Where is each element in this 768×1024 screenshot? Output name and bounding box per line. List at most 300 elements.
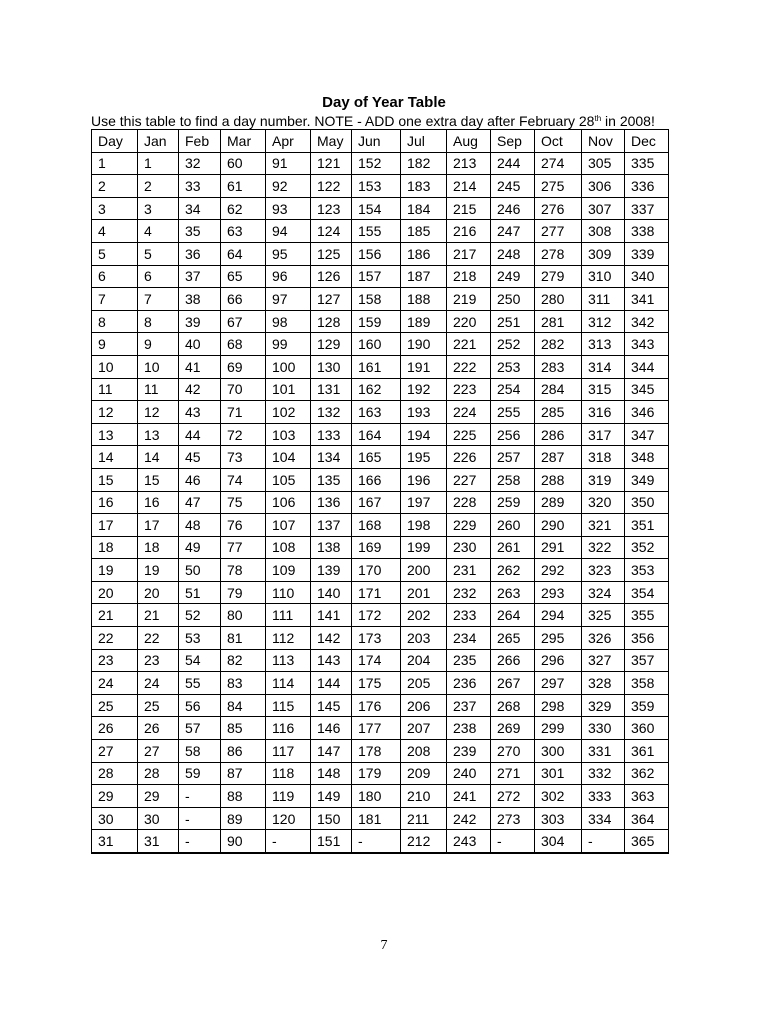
day-cell: 25 xyxy=(92,694,138,717)
day-number-cell: 238 xyxy=(447,717,491,740)
day-number-cell: 273 xyxy=(491,807,535,830)
day-cell: 3 xyxy=(92,197,138,220)
day-cell: 8 xyxy=(92,310,138,333)
day-of-year-table xyxy=(91,129,669,854)
day-cell: 18 xyxy=(92,536,138,559)
day-number-cell: 142 xyxy=(311,627,352,650)
day-number-cell: 282 xyxy=(535,333,582,356)
day-number-cell: 321 xyxy=(582,514,625,537)
day-number-cell: 210 xyxy=(401,785,447,808)
day-number-cell: 272 xyxy=(491,785,535,808)
day-cell: 20 xyxy=(92,581,138,604)
day-number-cell: 43 xyxy=(179,401,221,424)
day-number-cell: 180 xyxy=(352,785,401,808)
day-number-cell: 151 xyxy=(311,830,352,853)
day-number-cell: 364 xyxy=(625,807,669,830)
day-number-cell: 322 xyxy=(582,536,625,559)
day-number-cell: 29 xyxy=(138,785,179,808)
day-number-cell: 327 xyxy=(582,649,625,672)
day-number-cell: 234 xyxy=(447,627,491,650)
day-number-cell: 144 xyxy=(311,672,352,695)
day-number-cell: 116 xyxy=(266,717,311,740)
day-number-cell: 5 xyxy=(138,242,179,265)
day-number-cell: 200 xyxy=(401,559,447,582)
day-number-cell: 334 xyxy=(582,807,625,830)
day-number-cell: - xyxy=(266,830,311,853)
day-number-cell: 1 xyxy=(138,152,179,175)
day-number-cell: 223 xyxy=(447,378,491,401)
day-number-cell: 316 xyxy=(582,401,625,424)
day-number-cell: 278 xyxy=(535,242,582,265)
day-number-cell: 235 xyxy=(447,649,491,672)
day-number-cell: 141 xyxy=(311,604,352,627)
table-row xyxy=(92,333,669,356)
day-number-cell: 325 xyxy=(582,604,625,627)
day-cell: 28 xyxy=(92,762,138,785)
table-row xyxy=(92,536,669,559)
day-cell: 16 xyxy=(92,491,138,514)
day-number-cell: 258 xyxy=(491,468,535,491)
day-number-cell: 172 xyxy=(352,604,401,627)
day-number-cell: 119 xyxy=(266,785,311,808)
day-number-cell: 309 xyxy=(582,242,625,265)
day-number-cell: 268 xyxy=(491,694,535,717)
table-row xyxy=(92,152,669,175)
day-number-cell: 356 xyxy=(625,627,669,650)
day-number-cell: 131 xyxy=(311,378,352,401)
day-number-cell: 48 xyxy=(179,514,221,537)
day-number-cell: 229 xyxy=(447,514,491,537)
table-row xyxy=(92,265,669,288)
day-number-cell: 80 xyxy=(221,604,266,627)
day-number-cell: 154 xyxy=(352,197,401,220)
day-number-cell: 152 xyxy=(352,152,401,175)
day-number-cell: 53 xyxy=(179,627,221,650)
day-number-cell: 246 xyxy=(491,197,535,220)
day-number-cell: 42 xyxy=(179,378,221,401)
day-number-cell: 245 xyxy=(491,175,535,198)
day-number-cell: 38 xyxy=(179,288,221,311)
table-row xyxy=(92,468,669,491)
day-number-cell: 326 xyxy=(582,627,625,650)
day-number-cell: 355 xyxy=(625,604,669,627)
day-number-cell: 240 xyxy=(447,762,491,785)
column-header: Aug xyxy=(447,130,491,153)
day-number-cell: 205 xyxy=(401,672,447,695)
day-number-cell: 51 xyxy=(179,581,221,604)
day-number-cell: 189 xyxy=(401,310,447,333)
day-number-cell: 362 xyxy=(625,762,669,785)
day-number-cell: 185 xyxy=(401,220,447,243)
day-number-cell: 174 xyxy=(352,649,401,672)
table-row xyxy=(92,717,669,740)
day-number-cell: 266 xyxy=(491,649,535,672)
day-number-cell: 130 xyxy=(311,355,352,378)
day-number-cell: 252 xyxy=(491,333,535,356)
day-number-cell: 156 xyxy=(352,242,401,265)
table-row xyxy=(92,242,669,265)
day-number-cell: 68 xyxy=(221,333,266,356)
day-number-cell: 59 xyxy=(179,762,221,785)
day-number-cell: 65 xyxy=(221,265,266,288)
day-number-cell: 23 xyxy=(138,649,179,672)
day-number-cell: 55 xyxy=(179,672,221,695)
day-number-cell: 249 xyxy=(491,265,535,288)
day-number-cell: - xyxy=(582,830,625,853)
day-cell: 26 xyxy=(92,717,138,740)
day-number-cell: 305 xyxy=(582,152,625,175)
day-number-cell: 319 xyxy=(582,468,625,491)
day-number-cell: 255 xyxy=(491,401,535,424)
day-number-cell: 220 xyxy=(447,310,491,333)
day-number-cell: 158 xyxy=(352,288,401,311)
day-number-cell: 126 xyxy=(311,265,352,288)
day-number-cell: 170 xyxy=(352,559,401,582)
column-header: Jan xyxy=(138,130,179,153)
day-number-cell: 46 xyxy=(179,468,221,491)
day-number-cell: 77 xyxy=(221,536,266,559)
day-number-cell: 352 xyxy=(625,536,669,559)
day-number-cell: 121 xyxy=(311,152,352,175)
table-row xyxy=(92,581,669,604)
day-number-cell: 283 xyxy=(535,355,582,378)
day-number-cell: 6 xyxy=(138,265,179,288)
day-number-cell: 198 xyxy=(401,514,447,537)
day-cell: 6 xyxy=(92,265,138,288)
day-number-cell: 332 xyxy=(582,762,625,785)
day-number-cell: 181 xyxy=(352,807,401,830)
column-header: Dec xyxy=(625,130,669,153)
day-number-cell: 242 xyxy=(447,807,491,830)
day-number-cell: 304 xyxy=(535,830,582,853)
day-number-cell: 171 xyxy=(352,581,401,604)
day-number-cell: 219 xyxy=(447,288,491,311)
day-number-cell: 312 xyxy=(582,310,625,333)
day-cell: 12 xyxy=(92,401,138,424)
day-cell: 19 xyxy=(92,559,138,582)
day-number-cell: 14 xyxy=(138,446,179,469)
day-number-cell: 250 xyxy=(491,288,535,311)
day-number-cell: 113 xyxy=(266,649,311,672)
day-number-cell: 147 xyxy=(311,740,352,763)
day-number-cell: 289 xyxy=(535,491,582,514)
day-number-cell: 111 xyxy=(266,604,311,627)
day-number-cell: 176 xyxy=(352,694,401,717)
day-number-cell: 363 xyxy=(625,785,669,808)
day-number-cell: 270 xyxy=(491,740,535,763)
day-number-cell: 274 xyxy=(535,152,582,175)
day-number-cell: 95 xyxy=(266,242,311,265)
day-number-cell: 149 xyxy=(311,785,352,808)
day-number-cell: 82 xyxy=(221,649,266,672)
day-cell: 30 xyxy=(92,807,138,830)
day-number-cell: 211 xyxy=(401,807,447,830)
day-number-cell: 365 xyxy=(625,830,669,853)
day-number-cell: 8 xyxy=(138,310,179,333)
day-number-cell: 47 xyxy=(179,491,221,514)
day-number-cell: 215 xyxy=(447,197,491,220)
day-cell: 22 xyxy=(92,627,138,650)
day-number-cell: 148 xyxy=(311,762,352,785)
day-number-cell: 7 xyxy=(138,288,179,311)
day-number-cell: 296 xyxy=(535,649,582,672)
day-number-cell: 153 xyxy=(352,175,401,198)
day-number-cell: 228 xyxy=(447,491,491,514)
column-header: Feb xyxy=(179,130,221,153)
day-number-cell: 227 xyxy=(447,468,491,491)
day-number-cell: 85 xyxy=(221,717,266,740)
day-number-cell: 161 xyxy=(352,355,401,378)
day-number-cell: - xyxy=(179,807,221,830)
day-number-cell: 91 xyxy=(266,152,311,175)
day-number-cell: 56 xyxy=(179,694,221,717)
day-number-cell: 209 xyxy=(401,762,447,785)
page-number: 7 xyxy=(380,938,388,953)
day-number-cell: 251 xyxy=(491,310,535,333)
day-number-cell: 237 xyxy=(447,694,491,717)
day-number-cell: 217 xyxy=(447,242,491,265)
day-number-cell: 45 xyxy=(179,446,221,469)
day-number-cell: 300 xyxy=(535,740,582,763)
table-row xyxy=(92,785,669,808)
day-number-cell: 339 xyxy=(625,242,669,265)
day-number-cell: 317 xyxy=(582,423,625,446)
column-header: May xyxy=(311,130,352,153)
day-number-cell: 135 xyxy=(311,468,352,491)
day-number-cell: 115 xyxy=(266,694,311,717)
day-number-cell: 63 xyxy=(221,220,266,243)
instruction-note xyxy=(91,112,655,130)
day-number-cell: 196 xyxy=(401,468,447,491)
day-number-cell: 169 xyxy=(352,536,401,559)
day-number-cell: 104 xyxy=(266,446,311,469)
day-number-cell: 320 xyxy=(582,491,625,514)
day-number-cell: 306 xyxy=(582,175,625,198)
day-number-cell: 41 xyxy=(179,355,221,378)
day-number-cell: 26 xyxy=(138,717,179,740)
day-number-cell: 204 xyxy=(401,649,447,672)
day-number-cell: 288 xyxy=(535,468,582,491)
column-header: Jul xyxy=(401,130,447,153)
day-number-cell: 188 xyxy=(401,288,447,311)
day-number-cell: 190 xyxy=(401,333,447,356)
day-number-cell: 348 xyxy=(625,446,669,469)
day-number-cell: 226 xyxy=(447,446,491,469)
day-number-cell: 276 xyxy=(535,197,582,220)
day-number-cell: 192 xyxy=(401,378,447,401)
day-number-cell: 146 xyxy=(311,717,352,740)
day-number-cell: 163 xyxy=(352,401,401,424)
day-cell: 24 xyxy=(92,672,138,695)
table-row xyxy=(92,310,669,333)
day-number-cell: 203 xyxy=(401,627,447,650)
day-number-cell: 157 xyxy=(352,265,401,288)
day-number-cell: 22 xyxy=(138,627,179,650)
day-number-cell: 100 xyxy=(266,355,311,378)
day-number-cell: 106 xyxy=(266,491,311,514)
day-cell: 21 xyxy=(92,604,138,627)
day-number-cell: 182 xyxy=(401,152,447,175)
table-row xyxy=(92,401,669,424)
day-number-cell: 167 xyxy=(352,491,401,514)
day-number-cell: 230 xyxy=(447,536,491,559)
day-number-cell: 138 xyxy=(311,536,352,559)
table-row xyxy=(92,423,669,446)
day-number-cell: 267 xyxy=(491,672,535,695)
day-number-cell: 69 xyxy=(221,355,266,378)
note-text: Use this table to find a day number. NOTE - ADD one extra day after February 28 xyxy=(91,113,595,129)
day-number-cell: 86 xyxy=(221,740,266,763)
day-number-cell: 28 xyxy=(138,762,179,785)
day-number-cell: 241 xyxy=(447,785,491,808)
day-number-cell: 66 xyxy=(221,288,266,311)
day-number-cell: 290 xyxy=(535,514,582,537)
day-number-cell: 199 xyxy=(401,536,447,559)
day-number-cell: 350 xyxy=(625,491,669,514)
day-number-cell: 20 xyxy=(138,581,179,604)
day-number-cell: 336 xyxy=(625,175,669,198)
day-number-cell: 50 xyxy=(179,559,221,582)
table-row xyxy=(92,627,669,650)
table-row xyxy=(92,514,669,537)
day-number-cell: 191 xyxy=(401,355,447,378)
day-number-cell: 340 xyxy=(625,265,669,288)
table-row xyxy=(92,807,669,830)
day-number-cell: 70 xyxy=(221,378,266,401)
day-number-cell: 323 xyxy=(582,559,625,582)
day-number-cell: 201 xyxy=(401,581,447,604)
day-number-cell: 259 xyxy=(491,491,535,514)
day-number-cell: 351 xyxy=(625,514,669,537)
day-number-cell: 103 xyxy=(266,423,311,446)
day-number-cell: 213 xyxy=(447,152,491,175)
day-number-cell: - xyxy=(352,830,401,853)
table-row xyxy=(92,288,669,311)
day-number-cell: 71 xyxy=(221,401,266,424)
day-number-cell: 74 xyxy=(221,468,266,491)
day-number-cell: 31 xyxy=(138,830,179,853)
day-number-cell: 110 xyxy=(266,581,311,604)
day-number-cell: 35 xyxy=(179,220,221,243)
day-number-cell: 178 xyxy=(352,740,401,763)
table-row xyxy=(92,672,669,695)
day-number-cell: - xyxy=(491,830,535,853)
day-number-cell: 155 xyxy=(352,220,401,243)
day-number-cell: 206 xyxy=(401,694,447,717)
day-number-cell: 168 xyxy=(352,514,401,537)
day-number-cell: 359 xyxy=(625,694,669,717)
day-number-cell: 194 xyxy=(401,423,447,446)
day-number-cell: 92 xyxy=(266,175,311,198)
day-number-cell: 107 xyxy=(266,514,311,537)
day-number-cell: 353 xyxy=(625,559,669,582)
day-number-cell: 109 xyxy=(266,559,311,582)
day-number-cell: 247 xyxy=(491,220,535,243)
day-number-cell: 90 xyxy=(221,830,266,853)
day-number-cell: 159 xyxy=(352,310,401,333)
day-number-cell: 225 xyxy=(447,423,491,446)
day-cell: 23 xyxy=(92,649,138,672)
day-number-cell: 150 xyxy=(311,807,352,830)
day-number-cell: 78 xyxy=(221,559,266,582)
day-number-cell: 345 xyxy=(625,378,669,401)
day-number-cell: 102 xyxy=(266,401,311,424)
day-number-cell: 329 xyxy=(582,694,625,717)
table-row xyxy=(92,740,669,763)
table-row xyxy=(92,175,669,198)
day-number-cell: 13 xyxy=(138,423,179,446)
day-number-cell: 87 xyxy=(221,762,266,785)
day-number-cell: 133 xyxy=(311,423,352,446)
day-number-cell: 25 xyxy=(138,694,179,717)
day-number-cell: 318 xyxy=(582,446,625,469)
day-number-cell: 186 xyxy=(401,242,447,265)
day-number-cell: 164 xyxy=(352,423,401,446)
day-number-cell: 294 xyxy=(535,604,582,627)
day-number-cell: 62 xyxy=(221,197,266,220)
day-number-cell: 221 xyxy=(447,333,491,356)
day-number-cell: 292 xyxy=(535,559,582,582)
day-number-cell: 302 xyxy=(535,785,582,808)
day-number-cell: 33 xyxy=(179,175,221,198)
day-number-cell: 139 xyxy=(311,559,352,582)
day-number-cell: 346 xyxy=(625,401,669,424)
day-number-cell: 335 xyxy=(625,152,669,175)
day-number-cell: 67 xyxy=(221,310,266,333)
day-number-cell: 128 xyxy=(311,310,352,333)
day-number-cell: 40 xyxy=(179,333,221,356)
day-number-cell: 16 xyxy=(138,491,179,514)
day-number-cell: 295 xyxy=(535,627,582,650)
day-number-cell: 263 xyxy=(491,581,535,604)
day-number-cell: 140 xyxy=(311,581,352,604)
table-row xyxy=(92,355,669,378)
day-number-cell: 52 xyxy=(179,604,221,627)
day-cell: 7 xyxy=(92,288,138,311)
day-number-cell: 60 xyxy=(221,152,266,175)
day-number-cell: 347 xyxy=(625,423,669,446)
day-cell: 14 xyxy=(92,446,138,469)
day-number-cell: 32 xyxy=(179,152,221,175)
day-number-cell: 15 xyxy=(138,468,179,491)
column-header: Sep xyxy=(491,130,535,153)
table-row xyxy=(92,197,669,220)
note-superscript: th xyxy=(594,114,602,123)
day-number-cell: 124 xyxy=(311,220,352,243)
day-number-cell: 260 xyxy=(491,514,535,537)
day-number-cell: 307 xyxy=(582,197,625,220)
day-number-cell: 84 xyxy=(221,694,266,717)
day-number-cell: 284 xyxy=(535,378,582,401)
day-number-cell: 184 xyxy=(401,197,447,220)
column-header: Apr xyxy=(266,130,311,153)
day-number-cell: 243 xyxy=(447,830,491,853)
day-number-cell: 18 xyxy=(138,536,179,559)
table-row xyxy=(92,491,669,514)
day-number-cell: 145 xyxy=(311,694,352,717)
day-number-cell: 338 xyxy=(625,220,669,243)
day-number-cell: 108 xyxy=(266,536,311,559)
day-number-cell: 193 xyxy=(401,401,447,424)
day-number-cell: 269 xyxy=(491,717,535,740)
day-number-cell: 254 xyxy=(491,378,535,401)
day-number-cell: 214 xyxy=(447,175,491,198)
day-number-cell: 72 xyxy=(221,423,266,446)
day-number-cell: 308 xyxy=(582,220,625,243)
column-header: Mar xyxy=(221,130,266,153)
day-number-cell: 208 xyxy=(401,740,447,763)
day-cell: 4 xyxy=(92,220,138,243)
